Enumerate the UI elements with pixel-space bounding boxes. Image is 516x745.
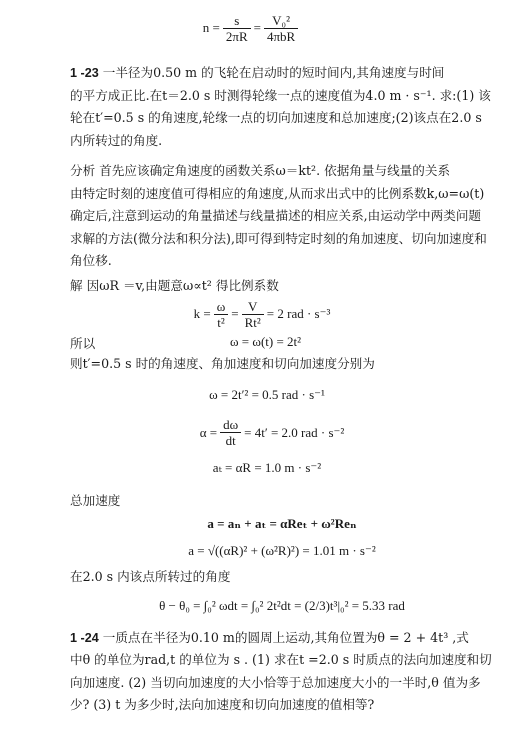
problem-number: 1 -24 [70, 630, 99, 645]
angle-label: 在2.0 s 内该点所转过的角度 [70, 569, 231, 584]
problem-line: 中θ 的单位为rad,t 的单位为 s . (1) 求在t =2.0 s 时质点的法向加速度和切 [70, 652, 492, 667]
fraction [264, 13, 298, 44]
equation-w: ω = 2t′² = 0.5 rad · s⁻¹ [209, 386, 325, 402]
problem-text: 一质点在半径为0.10 m的圆周上运动,其角位置为θ = 2 + 4t³ ,式 [102, 629, 469, 645]
denominator: 4πbR [266, 28, 296, 44]
equation-theta: θ − θ₀ = ∫₀² ωdt = ∫₀² 2t²dt = (2/3)t³|₀² = 5.33 rad [159, 597, 405, 613]
eq-alpha-rhs: = 4t′ = 2.0 rad · s⁻² [244, 424, 345, 440]
equation-magnitude: a = √((αR)² + (ω²R)²) = 1.01 m · s⁻² [188, 543, 376, 558]
analysis-line: 分析 首先应该确定角速度的函数关系ω＝kt². 依据角量与线量的关系 [70, 163, 451, 178]
numerator: V [242, 299, 264, 315]
problem-line: 向加速度. (2) 当切向加速度的大小恰等于总加速度大小的一半时,θ 值为多 [70, 674, 481, 690]
analysis-line: 角位移. [70, 253, 112, 268]
equation-vector: a = aₙ + aₜ = αReₜ + ω²Reₙ [207, 516, 357, 531]
equation-n [70, 0, 494, 56]
analysis-line: 由特定时刻的速度值可得相应的角速度,从而求出式中的比例系数k,ω=ω(t) [70, 185, 485, 201]
denominator: t² [217, 314, 225, 330]
problem-line [70, 627, 494, 650]
equation-alpha [70, 414, 494, 452]
problem-text: 一半径为0.50 m 的飞轮在启动时的短时间内,其角速度与时间 [102, 65, 445, 80]
problem-line: 少? (3) t 为多少时,法向加速度和切向加速度的值相等? [70, 697, 375, 712]
fraction [242, 299, 264, 330]
eq-k-rhs: = 2 rad · s⁻³ [266, 306, 331, 321]
fraction [223, 13, 251, 44]
equals-sign: = [231, 306, 239, 321]
numerator: V₀² [264, 13, 298, 29]
problem-line: 内所转过的角度. [70, 132, 163, 148]
problem-1-23 [70, 62, 494, 152]
denominator: dt [225, 433, 236, 448]
problem-line: 轮在t′=0.5 s 的角速度,轮缘一点的切向加速度和总加速度;(2)该点在2.0 s [70, 110, 482, 125]
fraction [220, 417, 241, 448]
analysis-line: 求解的方法(微分法和积分法),即可得到特定时刻的角加速度、切向加速度和 [70, 230, 487, 246]
problem-line [70, 62, 494, 85]
problem-1-24 [70, 627, 494, 717]
eq-k-lhs: k = [193, 306, 211, 321]
equation-at: aₜ = αR = 1.0 m · s⁻² [212, 459, 322, 475]
numerator: ω [214, 299, 229, 315]
numerator: dω [220, 417, 241, 433]
equation-k [70, 297, 494, 331]
analysis-line: 确定后,注意到运动的角量描述与线量描述的相应关系,由运动学中两类问题 [70, 208, 482, 223]
so-label: 所以 [70, 335, 96, 351]
numerator: s [223, 13, 251, 29]
problem-number: 1 -23 [70, 66, 99, 80]
problem-line: 的平方成正比.在t＝2.0 s 时测得轮缘一点的速度值为4.0 m · s⁻¹. 求:(1) 该 [70, 87, 491, 103]
denominator: 2πR [225, 28, 248, 44]
total-accel-label: 总加速度 [70, 492, 121, 508]
eq-n-lhs: n = [202, 20, 220, 35]
equation-omega-row [70, 331, 494, 353]
analysis-section [70, 160, 494, 273]
solution-line: 则t′=0.5 s 时的角速度、角加速度和切向加速度分别为 [70, 356, 375, 371]
solution-line: 解 因ωR ＝v,由题意ω∝t² 得比例系数 [70, 277, 279, 293]
equals-sign: = [253, 20, 261, 35]
denominator: Rt² [244, 314, 261, 330]
fraction [214, 299, 229, 330]
eq-alpha-lhs: α = [199, 424, 218, 440]
solution-section [70, 275, 494, 623]
equation-omega: ω = ω(t) = 2t² [230, 334, 302, 349]
